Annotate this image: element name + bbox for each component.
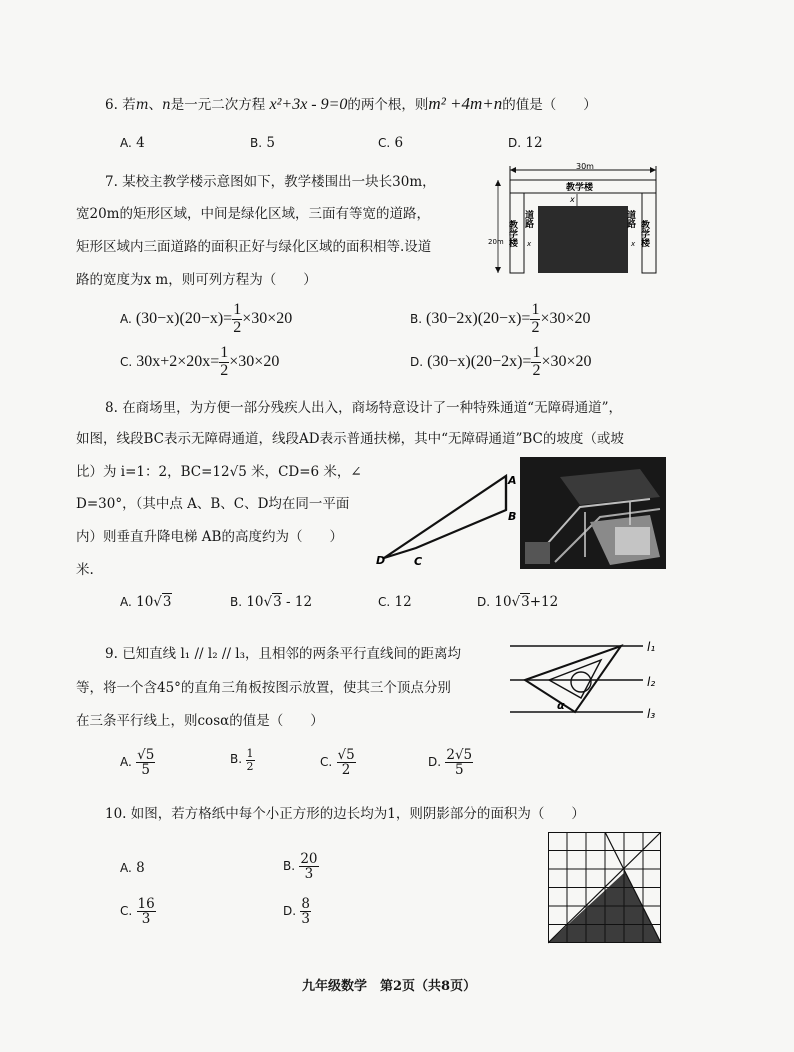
q7-right-building-label xyxy=(639,219,651,248)
q8-line-6: 米. xyxy=(76,562,94,578)
q8-point-c: C xyxy=(414,555,423,568)
q7-option-a: A. (30−x)(20−x)= $\frac{1}{2}$ ×30×20 xyxy=(120,301,293,336)
q8-line-4: D=30°，（其中点 A、B、C、D均在同一平面 xyxy=(76,496,350,512)
q9-l1: l₁ xyxy=(647,640,656,654)
q8-point-a: A xyxy=(508,474,517,487)
svg-text:教学楼: 教学楼 xyxy=(507,220,517,247)
q7-right-road-label xyxy=(625,209,636,229)
q9-line-3: 在三条平行线上，则cosα的值是（ ） xyxy=(76,713,324,729)
q8-line-3: 比）为 i=1：2，BC=12√5 米，CD=6 米，∠ xyxy=(76,464,362,480)
q7-width-label: 30m xyxy=(576,162,594,171)
q6-option-d: D. 12 xyxy=(508,135,543,151)
q6-stem: 6. 若m、n是一元二次方程 x²+3x - 9=0的两个根，则m² +4m+n的值是（ ） xyxy=(105,94,597,113)
q7-building-diagram xyxy=(478,160,678,285)
q7-x-right: x xyxy=(631,240,636,248)
q8-photo-illustration xyxy=(520,457,666,569)
page-footer: 九年级数学 第2页（共8页） xyxy=(302,979,477,994)
q7-green-area xyxy=(538,206,628,273)
q8-option-b: B. 10√3 - 12 xyxy=(230,594,313,610)
q6-option-a: A. 4 xyxy=(120,135,145,151)
q9-l3: l₃ xyxy=(647,707,656,721)
q7-x-top: x xyxy=(570,195,575,204)
q6-option-c: C. 6 xyxy=(378,135,404,151)
q7-line-4: 路的宽度为x m，则可列方程为（ ） xyxy=(76,272,317,288)
q7-option-d: D. (30−x)(20−2x)= $\frac{1}{2}$ ×30×20 xyxy=(410,344,592,379)
q8-option-c: C. 12 xyxy=(378,594,412,610)
q10-option-d: D. $\frac{8}{3}$ xyxy=(283,896,310,928)
q7-left-road-label xyxy=(523,209,534,229)
q8-line-2: 如图，线段BC表示无障碍通道，线段AD表示普通扶梯，其中“无障碍通道”BC的坡度（或坡 xyxy=(76,431,624,447)
q7-line-2: 宽20m的矩形区域，中间是绿化区域，三面有等宽的道路， xyxy=(76,206,430,222)
q7-line-1: 7. 某校主教学楼示意图如下，教学楼围出一块长30m， xyxy=(105,174,436,190)
q10-grid-diagram xyxy=(548,832,662,944)
svg-text:道路: 道路 xyxy=(523,210,533,228)
q10-option-a: A. 8 xyxy=(120,860,145,876)
q10-option-b: B. $\frac{20}{3}$ xyxy=(283,851,318,883)
q7-x-left: x xyxy=(527,240,532,248)
q9-alpha: α xyxy=(557,699,565,712)
q6-option-b: B. 5 xyxy=(250,135,275,151)
svg-text:教学楼: 教学楼 xyxy=(639,220,649,247)
q9-line-1: 9. 已知直线 l₁ // l₂ // l₃，且相邻的两条平行直线间的距离均 xyxy=(105,646,462,662)
q7-line-3: 矩形区域内三面道路的面积正好与绿化区域的面积相等.设道 xyxy=(76,239,432,255)
q7-option-c: C. 30x+2×20x= $\frac{1}{2}$ ×30×20 xyxy=(120,344,280,379)
q9-option-c: C. $\frac{√5}{2}$ xyxy=(320,747,355,779)
q9-option-a: A. $\frac{√5}{5}$ xyxy=(120,747,155,779)
q7-option-b: B. (30−2x)(20−x)= $\frac{1}{2}$ ×30×20 xyxy=(410,301,591,336)
q7-height-label: 20m xyxy=(488,238,504,246)
q9-parallel-lines-diagram xyxy=(505,632,675,728)
q8-option-d: D. 10√3+12 xyxy=(477,594,559,610)
q10-option-c: C. $\frac{16}{3}$ xyxy=(120,896,155,928)
q8-ramp-diagram xyxy=(372,468,518,570)
svg-text:道路: 道路 xyxy=(625,210,635,228)
q9-option-b: B. $\frac{1}{2}$ xyxy=(230,747,254,773)
q8-point-d: D xyxy=(376,554,386,567)
q7-top-building-label: 教学楼 xyxy=(566,183,594,193)
q7-left-building-label xyxy=(507,219,519,248)
q8-photo xyxy=(520,457,666,569)
q9-option-d: D. $\frac{2√5}{5}$ xyxy=(428,747,473,779)
q8-option-a: A. 10√3 xyxy=(120,594,172,610)
q9-line-2: 等，将一个含45°的直角三角板按图示放置，使其三个顶点分别 xyxy=(76,680,451,696)
q10-stem: 10. 如图，若方格纸中每个小正方形的边长均为1，则阴影部分的面积为（ ） xyxy=(105,806,585,822)
q8-line-5: 内）则垂直升降电梯 AB的高度约为（ ） xyxy=(76,529,343,545)
q8-point-b: B xyxy=(508,510,517,523)
q8-line-1: 8. 在商场里，为方便一部分残疾人出入，商场特意设计了一种特殊通道“无障碍通道”， xyxy=(105,400,622,416)
q9-l2: l₂ xyxy=(647,675,656,689)
